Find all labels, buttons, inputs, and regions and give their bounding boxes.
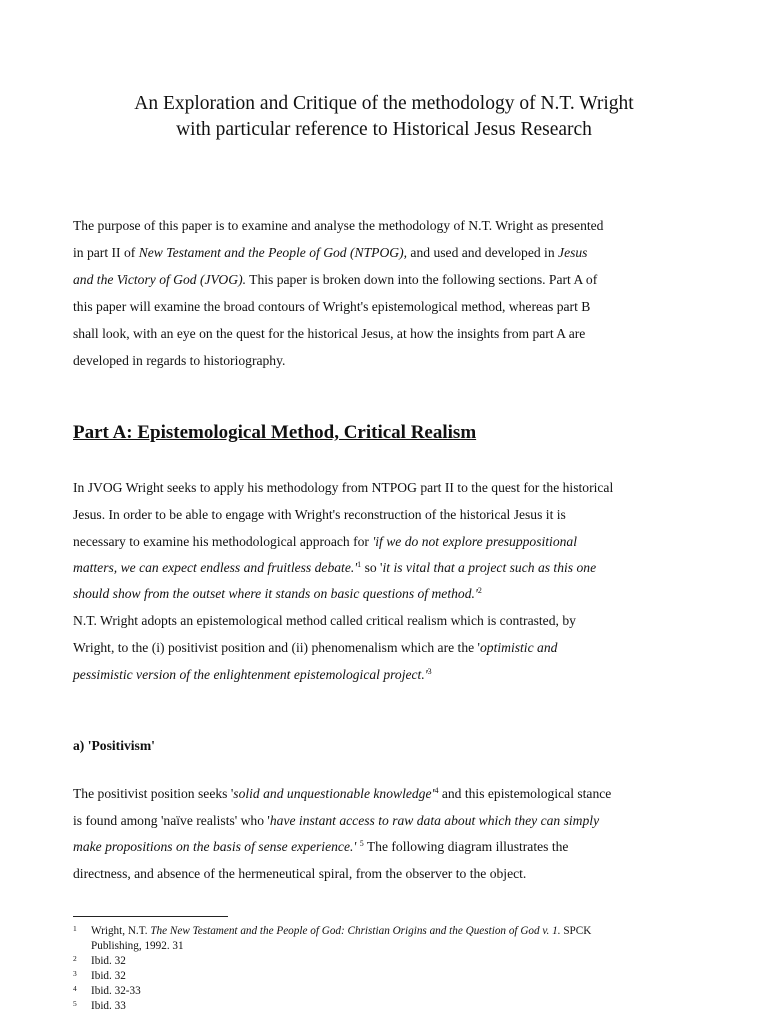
intro-line-4: this paper will examine the broad contours of Wright's epistemological method, whereas part B [73, 299, 591, 314]
quote: pessimistic version of the enlightenment epistemological project.' [73, 667, 428, 682]
footnote-number: 4 [73, 984, 77, 993]
footnote-number: 1 [73, 924, 77, 933]
footnote-ref[interactable]: 5 [359, 839, 364, 848]
quote: optimistic and [480, 640, 558, 655]
footnote-ref[interactable]: 2 [477, 586, 482, 595]
footnote-separator [73, 916, 228, 917]
quote: have instant access to raw data about which they can simply [269, 813, 600, 828]
title-line-1: An Exploration and Critique of the methodology of N.T. Wright [134, 93, 634, 114]
footnote-ref[interactable]: 4 [434, 786, 439, 795]
text: is found among 'naïve realists' who ' [73, 813, 270, 828]
footnote-text: Ibid. 32 [91, 955, 126, 967]
positivism-line-1 [73, 786, 611, 802]
footnote-number: 2 [73, 954, 77, 963]
book-title-jvog-cont: and the Victory of God (JVOG). [73, 272, 246, 287]
part-a-line-3 [73, 534, 577, 550]
book-title-ntpog: New Testament and the People of God (NTPOG), [138, 245, 408, 260]
intro-line-3 [73, 272, 597, 288]
text: Wright, N.T. [91, 925, 151, 937]
book-title-jvog: Jesus [558, 245, 588, 260]
quote: matters, we can expect endless and fruitless debate.' [73, 560, 358, 575]
part-a-line-6: N.T. Wright adopts an epistemological method called critical realism which is contrasted, by [73, 613, 576, 628]
footnote-text [91, 924, 701, 953]
footnote-ref[interactable]: 1 [357, 560, 362, 569]
text: and this epistemological stance [438, 786, 612, 801]
positivism-heading: a) 'Positivism' [73, 738, 155, 753]
part-a-line-5 [73, 586, 482, 602]
positivism-line-3 [73, 839, 568, 855]
intro-line-5: shall look, with an eye on the quest for the historical Jesus, at how the insights from part A are [73, 326, 586, 341]
intro-line-6: developed in regards to historiography. [73, 353, 286, 368]
part-a-line-7 [73, 640, 557, 656]
quote: it is vital that a project such as this one [382, 560, 597, 575]
intro-line-1: The purpose of this paper is to examine and analyse the methodology of N.T. Wright as presented [73, 218, 604, 233]
footnote-text: Ibid. 33 [91, 1000, 126, 1012]
text: The following diagram illustrates the [363, 839, 569, 854]
text: This paper is broken down into the following sections. Part A of [246, 272, 598, 287]
quote: should show from the outset where it stands on basic questions of method.' [73, 586, 478, 601]
text: Publishing, 1992. 31 [91, 939, 184, 952]
footnote-ref[interactable]: 3 [427, 667, 432, 676]
text: Wright, to the (i) positivist position and (ii) phenomenalism which are the ' [73, 640, 480, 655]
part-a-line-2: Jesus. In order to be able to engage with Wright's reconstruction of the historical Jesus it is [73, 507, 566, 522]
part-a-heading: Part A: Epistemological Method, Critical Realism [73, 422, 477, 443]
part-a-line-8 [73, 667, 432, 683]
footnote-number: 5 [73, 999, 77, 1008]
intro-line-2 [73, 245, 587, 261]
quote: solid and unquestionable knowledge' [233, 786, 435, 801]
text: and used and developed in [407, 245, 559, 260]
footnote-number: 3 [73, 969, 77, 978]
footnote-text: Ibid. 32-33 [91, 985, 141, 997]
quote: 'if we do not explore presuppositional [372, 534, 577, 549]
quote: make propositions on the basis of sense experience.' [73, 839, 360, 854]
text: The positivist position seeks ' [73, 786, 234, 801]
title-line-2: with particular reference to Historical Jesus Research [176, 119, 592, 140]
text: so ' [361, 560, 383, 575]
positivism-line-4: directness, and absence of the hermeneutical spiral, from the observer to the object. [73, 866, 527, 881]
book-title: The New Testament and the People of God: Christian Origins and the Question of God v. 1. [150, 925, 561, 937]
footnote-text: Ibid. 32 [91, 970, 126, 982]
text: necessary to examine his methodological approach for [73, 534, 373, 549]
text: SPCK [560, 925, 592, 937]
part-a-line-1: In JVOG Wright seeks to apply his methodology from NTPOG part II to the quest for the historical [73, 480, 614, 495]
text: in part II of [73, 245, 139, 260]
part-a-line-4 [73, 560, 596, 576]
positivism-line-2 [73, 813, 599, 829]
